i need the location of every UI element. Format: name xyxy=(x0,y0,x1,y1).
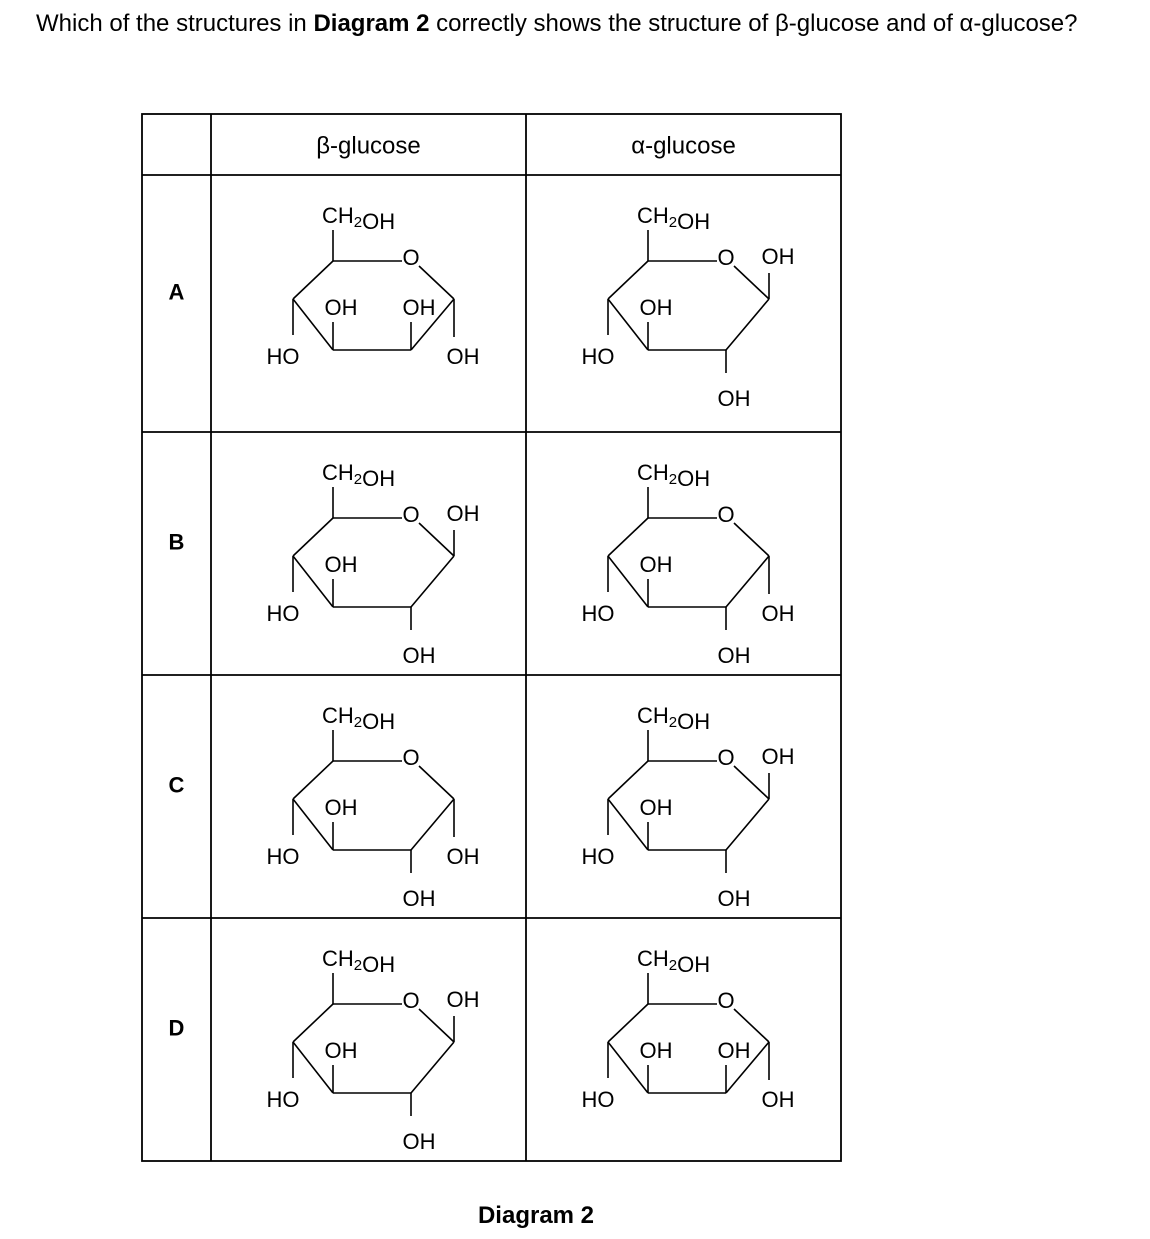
row-b-beta-ch2oh: $CH_2OH$ xyxy=(322,459,396,491)
row-c-beta-ring-oxygen: O xyxy=(402,744,420,770)
row-b-alpha-c2-label: OH xyxy=(717,642,751,668)
row-a-alpha-ring-oxygen: O xyxy=(717,244,735,270)
column-header: α-glucose xyxy=(631,132,736,160)
row-a-alpha-c4-label: HO xyxy=(581,343,615,369)
question-suffix: correctly shows the structure of β-glucose and of α-glucose? xyxy=(429,10,1078,37)
row-a-alpha-bond-o-c1 xyxy=(734,266,769,299)
row-b-beta-c4-label: HO xyxy=(266,600,300,626)
diagram-caption: Diagram 2 xyxy=(477,1202,595,1229)
row-label: D xyxy=(168,1015,185,1041)
row-c-alpha-c4-label: HO xyxy=(581,843,615,869)
row-label: B xyxy=(168,529,185,555)
row-b-beta-bond-c4-c5 xyxy=(293,518,333,556)
row-d-beta-c3-label: OH xyxy=(324,1037,358,1063)
row-d-alpha-ch2oh: $CH_2OH$ xyxy=(637,945,711,977)
row-d-beta-c1-label: OH xyxy=(446,986,480,1012)
row-b-alpha-ch2oh: $CH_2OH$ xyxy=(637,459,711,491)
row-b-alpha-bond-o-c1 xyxy=(734,523,769,556)
row-c-beta-c3-label: OH xyxy=(324,794,358,820)
row-c-alpha-ring-oxygen: O xyxy=(717,744,735,770)
row-a-beta-ring-oxygen: O xyxy=(402,244,420,270)
row-b-beta-ring-oxygen: O xyxy=(402,501,420,527)
row-d-alpha-c2-label: OH xyxy=(717,1037,751,1063)
row-b-beta-c1-label: OH xyxy=(446,500,480,526)
row-c-alpha-c3-label: OH xyxy=(639,794,673,820)
row-d-alpha-ring-oxygen: O xyxy=(717,987,735,1013)
row-c-beta-c2-label: OH xyxy=(402,885,436,911)
row-c-alpha-bond-c4-c5 xyxy=(608,761,648,799)
row-a-alpha-ch2oh: $CH_2OH$ xyxy=(637,202,711,234)
row-c-beta-bond-c1-c2 xyxy=(411,799,454,850)
row-d-beta-bond-c4-c5 xyxy=(293,1004,333,1042)
row-d-alpha-c4-label: HO xyxy=(581,1086,615,1112)
row-d-beta-c4-label: HO xyxy=(266,1086,300,1112)
row-a-alpha-c3-label: OH xyxy=(639,294,673,320)
row-d-beta-c2-label: OH xyxy=(402,1128,436,1154)
row-c-beta-bond-c4-c5 xyxy=(293,761,333,799)
row-c-alpha-c1-label: OH xyxy=(761,743,795,769)
row-label: A xyxy=(168,279,185,305)
row-a-alpha-c2-label: OH xyxy=(717,385,751,411)
row-b-alpha-c3-label: OH xyxy=(639,551,673,577)
row-b-beta-c2-label: OH xyxy=(402,642,436,668)
row-b-beta-bond-c1-c2 xyxy=(411,556,454,607)
row-a-beta-c1-label: OH xyxy=(446,343,480,369)
row-c-alpha-bond-o-c1 xyxy=(734,766,769,799)
row-d-alpha-bond-c4-c5 xyxy=(608,1004,648,1042)
question-bold: Diagram 2 xyxy=(313,10,430,37)
question-prefix: Which of the structures in xyxy=(36,10,314,37)
row-c-beta-ch2oh: $CH_2OH$ xyxy=(322,702,396,734)
row-d-alpha-c3-label: OH xyxy=(639,1037,673,1063)
row-d-beta-bond-c1-c2 xyxy=(411,1042,454,1093)
table-border xyxy=(142,114,841,1161)
row-c-alpha-bond-c1-c2 xyxy=(726,799,769,850)
row-c-beta-c1-label: OH xyxy=(446,843,480,869)
row-b-alpha-bond-c4-c5 xyxy=(608,518,648,556)
row-c-beta-c4-label: HO xyxy=(266,843,300,869)
row-d-alpha-c1-label: OH xyxy=(761,1086,795,1112)
row-a-alpha-c1-label: OH xyxy=(761,243,795,269)
row-d-beta-ring-oxygen: O xyxy=(402,987,420,1013)
row-a-beta-c3-label: OH xyxy=(324,294,358,320)
row-a-beta-c2-label: OH xyxy=(402,294,436,320)
row-c-alpha-ch2oh: $CH_2OH$ xyxy=(637,702,711,734)
row-c-beta-bond-o-c1 xyxy=(419,766,454,799)
row-d-beta-ch2oh: $CH_2OH$ xyxy=(322,945,396,977)
row-a-beta-bond-c4-c5 xyxy=(293,261,333,299)
column-header: β-glucose xyxy=(316,132,421,160)
row-b-alpha-ring-oxygen: O xyxy=(717,501,735,527)
row-d-beta-bond-o-c1 xyxy=(419,1009,454,1042)
row-c-alpha-c2-label: OH xyxy=(717,885,751,911)
row-b-beta-c3-label: OH xyxy=(324,551,358,577)
row-a-alpha-bond-c4-c5 xyxy=(608,261,648,299)
row-b-alpha-bond-c1-c2 xyxy=(726,556,769,607)
row-a-beta-ch2oh: $CH_2OH$ xyxy=(322,202,396,234)
row-label: C xyxy=(168,772,185,798)
row-b-alpha-c4-label: HO xyxy=(581,600,615,626)
row-a-beta-c4-label: HO xyxy=(266,343,300,369)
row-a-alpha-bond-c1-c2 xyxy=(726,299,769,350)
row-b-alpha-c1-label: OH xyxy=(761,600,795,626)
row-b-beta-bond-o-c1 xyxy=(419,523,454,556)
